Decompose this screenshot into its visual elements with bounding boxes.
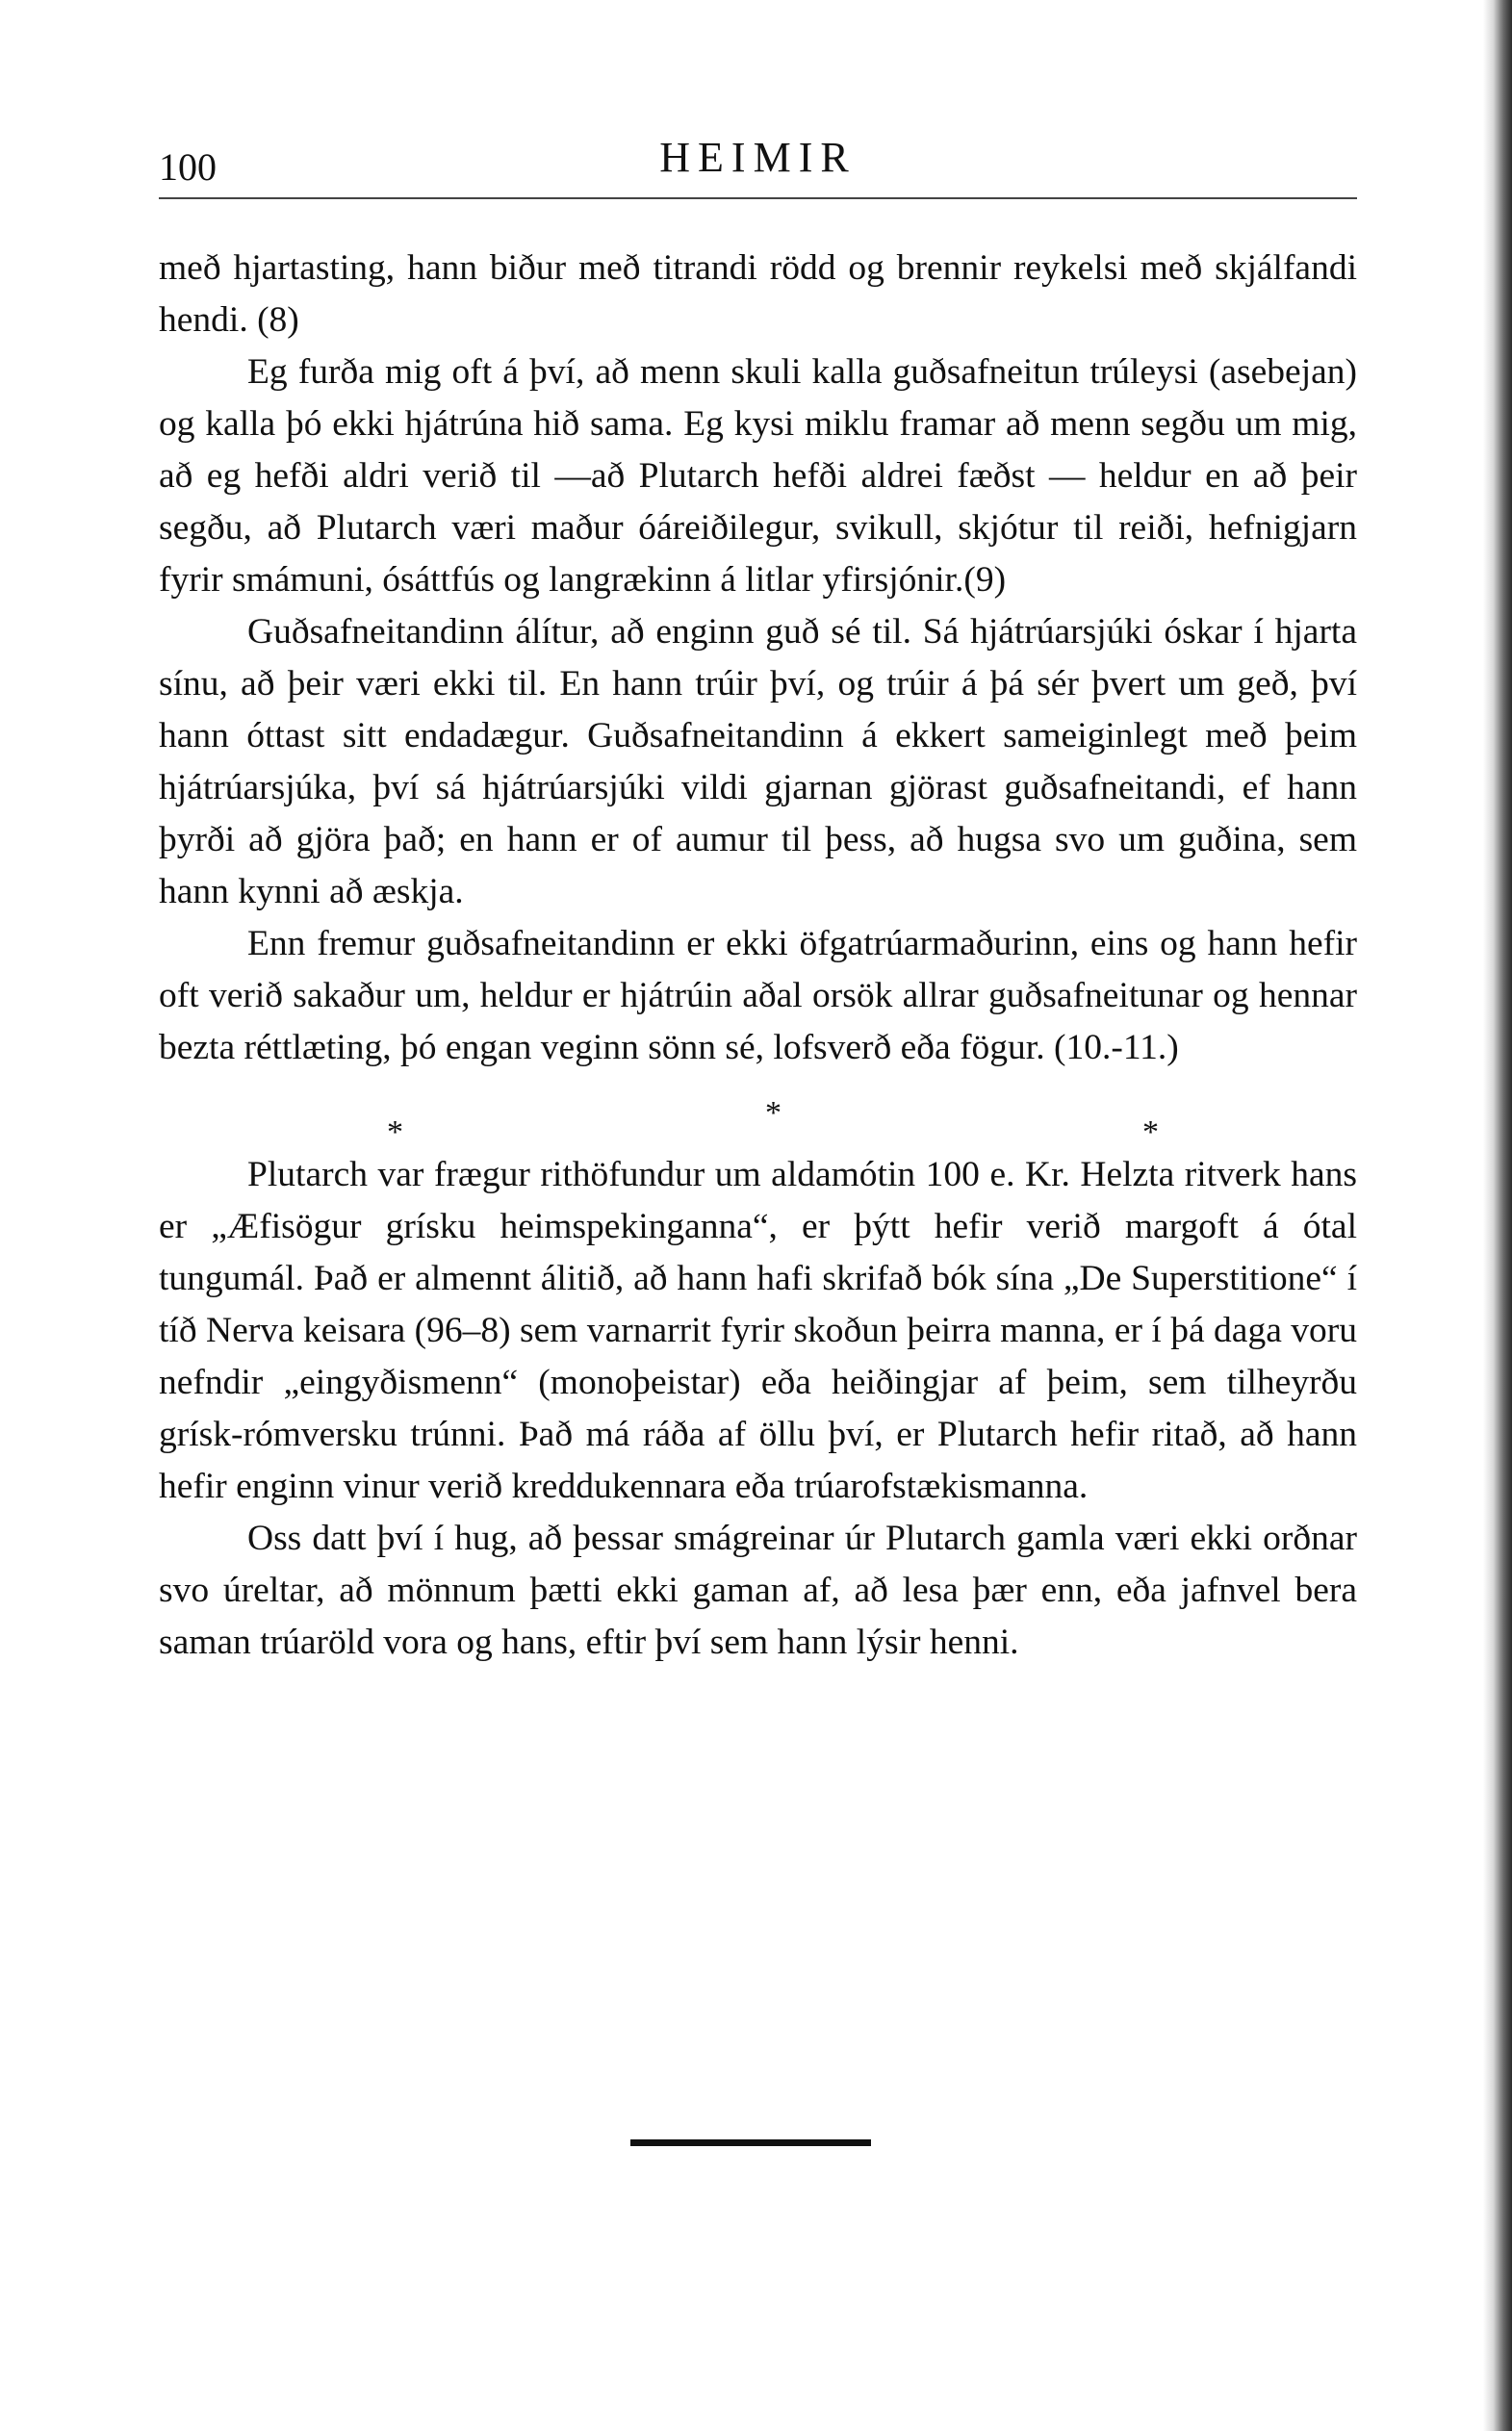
end-rule bbox=[630, 2139, 871, 2146]
paragraph: Enn fremur guðsafneitandinn er ekki öfgatrúarmaðurinn, eins og hann hefir oft verið sakaður um, heldur er hjátrúin aðal orsök allrar guðsafneitunar og hennar bezta réttlæting, þó engan veginn sönn sé, lofsverð eða fögur. (10.-11.) bbox=[159, 924, 1357, 1067]
binding-edge bbox=[1483, 0, 1512, 2431]
running-title: HEIMIR bbox=[659, 134, 857, 181]
paragraph-continuation: með hjartasting, hann biður með titrandi rödd og brennir reykelsi með skjálfandi hendi. (8) bbox=[159, 248, 1357, 340]
asterisk: * bbox=[1142, 1114, 1159, 1150]
section-break-asterism bbox=[159, 1074, 1357, 1149]
page-header bbox=[159, 133, 1357, 191]
paragraph: Guðsafneitandinn álítur, að enginn guð sé til. Sá hjátrúarsjúki óskar í hjarta sínu, að þeir væri ekki til. En hann trúir því, og trúir á þá sér þvert um geð, því hann óttast sitt endadægur. Guðsafneitandinn á ekkert sameiginlegt með þeim hjátrúarsjúka, því sá hjátrúarsjúki vildi gjarnan gjörast guðsafneitandi, ef hann þyrði að gjöra það; en hann er of aumur til þess, að hugsa svo um guðina, sem hann kynni að æskja. bbox=[159, 612, 1357, 911]
asterisk: * bbox=[765, 1095, 782, 1131]
body-text bbox=[159, 243, 1357, 1669]
paragraph: Oss datt því í hug, að þessar smágreinar úr Plutarch gamla væri ekki orðnar svo úreltar, að mönnum þætti ekki gaman af, að lesa þær enn, eða jafnvel bera saman trúaröld vora og hans, eftir því sem hann lýsir henni. bbox=[159, 1519, 1357, 1662]
paragraph: Eg furða mig oft á því, að menn skuli kalla guðsafneitun trúleysi (asebejan) og kalla þó ekki hjátrúna hið sama. Eg kysi miklu framar að menn segðu um mig, að eg hefði aldri verið til —að Plutarch hefði aldrei fæðst — heldur en að þeir segðu, að Plutarch væri maður óáreiðilegur, svikull, skjótur til reiði, hefnigjarn fyrir smámuni, ósáttfús og langrækinn á litlar yfirsjónir.(9) bbox=[159, 352, 1357, 600]
paragraph: Plutarch var frægur rithöfundur um aldamótin 100 e. Kr. Helzta ritverk hans er „Æfisögur grísku heimspekinganna“, er þýtt hefir verið margoft á ótal tungumál. Það er almennt álitið, að hann hafi skrifað bók sína „De Superstitione“ í tíð Nerva keisara (96–8) sem varnarrit fyrir skoðun þeirra manna, er í þá daga voru nefndir „eingyðismenn“ (monoþeistar) eða heiðingjar af þeim, sem tilheyrðu grísk-rómversku trúnni. Það má ráða af öllu því, er Plutarch hefir ritað, að hann hefir enginn vinur verið kreddukennara eða trúarofstækismanna. bbox=[159, 1155, 1357, 1506]
page-number: 100 bbox=[159, 145, 217, 189]
asterisk: * bbox=[387, 1114, 403, 1150]
header-rule bbox=[159, 197, 1357, 199]
